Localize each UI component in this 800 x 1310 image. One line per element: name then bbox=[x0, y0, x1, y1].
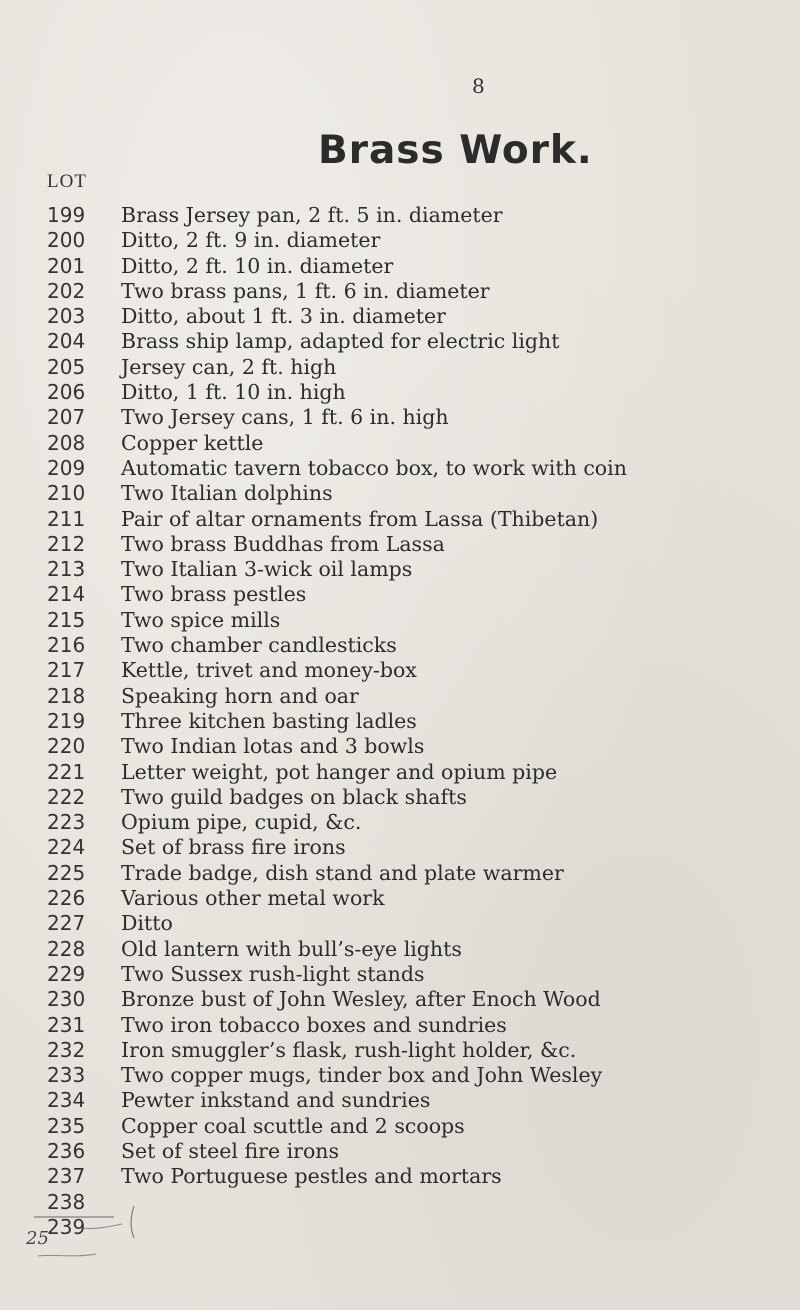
lot-number: 238 bbox=[47, 1189, 86, 1214]
lot-entry bbox=[0, 405, 800, 430]
lot-number: 225 bbox=[47, 860, 86, 885]
lot-description: Two brass pans, 1 ft. 6 in. diameter bbox=[121, 278, 490, 303]
lot-number: 209 bbox=[47, 455, 86, 480]
lot-entry bbox=[0, 760, 800, 785]
lot-number: 230 bbox=[47, 987, 86, 1012]
lot-entry bbox=[0, 582, 800, 607]
lot-number: 223 bbox=[47, 810, 86, 835]
lot-description: Speaking horn and oar bbox=[121, 683, 359, 708]
lot-number: 212 bbox=[47, 531, 86, 556]
lot-entry bbox=[0, 203, 800, 228]
lot-number: 210 bbox=[47, 481, 86, 506]
lot-entry bbox=[0, 734, 800, 759]
lot-number: 213 bbox=[47, 557, 86, 582]
lot-entry bbox=[0, 937, 800, 962]
lot-description: Two iron tobacco boxes and sundries bbox=[121, 1012, 507, 1037]
lot-description: Brass ship lamp, adapted for electric light bbox=[121, 329, 560, 354]
lot-number: 232 bbox=[47, 1037, 86, 1062]
lot-number: 235 bbox=[47, 1113, 86, 1138]
lot-description: Two Indian lotas and 3 bowls bbox=[121, 734, 425, 759]
lot-number: 214 bbox=[47, 582, 86, 607]
lot-description: Copper kettle bbox=[121, 430, 264, 455]
lot-entry bbox=[0, 532, 800, 557]
section-title: Brass Work. bbox=[318, 128, 593, 173]
lot-description: Two chamber candlesticks bbox=[121, 633, 397, 658]
lot-number: 202 bbox=[47, 278, 86, 303]
lot-number: 236 bbox=[47, 1138, 86, 1163]
lot-entry bbox=[0, 1190, 800, 1215]
lot-number: 233 bbox=[47, 1063, 86, 1088]
lot-description: Two spice mills bbox=[121, 607, 281, 632]
lot-description: Two copper mugs, tinder box and John Wesley bbox=[121, 1063, 603, 1088]
lot-number: 220 bbox=[47, 734, 86, 759]
lot-description: Two Portuguese pestles and mortars bbox=[121, 1164, 502, 1189]
lot-number: 207 bbox=[47, 405, 86, 430]
lot-entry bbox=[0, 1063, 800, 1088]
lot-number: 206 bbox=[47, 380, 86, 405]
lot-description: Ditto, 2 ft. 9 in. diameter bbox=[121, 228, 381, 253]
lot-number: 216 bbox=[47, 633, 86, 658]
lot-number: 224 bbox=[47, 835, 86, 860]
lot-entry bbox=[0, 987, 800, 1012]
lot-number: 239 bbox=[47, 1214, 86, 1239]
lot-number: 199 bbox=[47, 203, 86, 227]
lot-description: Brass Jersey pan, 2 ft. 5 in. diameter bbox=[121, 203, 503, 227]
lot-number: 219 bbox=[47, 708, 86, 733]
lot-number: 200 bbox=[47, 228, 86, 253]
lot-number: 229 bbox=[47, 961, 86, 986]
lot-description: Copper coal scuttle and 2 scoops bbox=[121, 1113, 465, 1138]
lot-number: 221 bbox=[47, 759, 86, 784]
lot-entry bbox=[0, 254, 800, 279]
lot-entry bbox=[0, 1013, 800, 1038]
lot-description: Old lantern with bull’s-eye lights bbox=[121, 936, 462, 961]
lot-entry bbox=[0, 785, 800, 810]
lot-number: 237 bbox=[47, 1164, 86, 1189]
lot-column-header: LOT bbox=[47, 171, 87, 192]
lot-entry bbox=[0, 658, 800, 683]
lot-number: 204 bbox=[47, 329, 86, 354]
pencil-annotation bbox=[26, 1218, 126, 1258]
lot-description: Bronze bust of John Wesley, after Enoch Wood bbox=[121, 987, 601, 1012]
lot-entry bbox=[0, 911, 800, 936]
lot-description: Kettle, trivet and money-box bbox=[121, 658, 417, 683]
lot-description: Letter weight, pot hanger and opium pipe bbox=[121, 759, 558, 784]
lot-description: Trade badge, dish stand and plate warmer bbox=[121, 860, 564, 885]
lot-description: Two brass pestles bbox=[121, 582, 307, 607]
lot-entry bbox=[0, 355, 800, 380]
lot-entry bbox=[0, 279, 800, 304]
lot-description: Two Italian dolphins bbox=[121, 481, 333, 506]
lot-list bbox=[0, 203, 800, 1240]
handwritten-note: 25 bbox=[26, 1228, 49, 1249]
lot-entry bbox=[0, 1164, 800, 1189]
lot-number: 218 bbox=[47, 683, 86, 708]
lot-description: Two Italian 3-wick oil lamps bbox=[121, 557, 413, 582]
lot-description: Two Sussex rush-light stands bbox=[121, 961, 425, 986]
lot-number: 222 bbox=[47, 784, 86, 809]
lot-description: Pair of altar ornaments from Lassa (Thibetan) bbox=[121, 506, 599, 531]
lot-description: Ditto bbox=[121, 911, 173, 936]
lot-description: Set of brass fire irons bbox=[121, 835, 346, 860]
lot-entry bbox=[0, 835, 800, 860]
lot-number: 203 bbox=[47, 304, 86, 329]
lot-number: 234 bbox=[47, 1088, 86, 1113]
lot-entry bbox=[0, 329, 800, 354]
lot-number: 205 bbox=[47, 354, 86, 379]
lot-number: 217 bbox=[47, 658, 86, 683]
lot-description: Pewter inkstand and sundries bbox=[121, 1088, 431, 1113]
lot-entry bbox=[0, 557, 800, 582]
lot-description: Two guild badges on black shafts bbox=[121, 784, 467, 809]
lot-entry bbox=[0, 1139, 800, 1164]
lot-entry bbox=[0, 861, 800, 886]
lot-number: 226 bbox=[47, 886, 86, 911]
lot-description: Various other metal work bbox=[121, 886, 385, 911]
lot-number: 215 bbox=[47, 607, 86, 632]
lot-number: 228 bbox=[47, 936, 86, 961]
lot-description: Jersey can, 2 ft. high bbox=[121, 354, 337, 379]
lot-description: Two Jersey cans, 1 ft. 6 in. high bbox=[121, 405, 449, 430]
lot-description: Two brass Buddhas from Lassa bbox=[121, 531, 445, 556]
lot-entry bbox=[0, 228, 800, 253]
lot-description: Ditto, 2 ft. 10 in. diameter bbox=[121, 253, 394, 278]
lot-entry bbox=[0, 1114, 800, 1139]
lot-description: Set of steel fire irons bbox=[121, 1138, 340, 1163]
lot-description: Ditto, about 1 ft. 3 in. diameter bbox=[121, 304, 446, 329]
lot-entry bbox=[0, 684, 800, 709]
lot-entry bbox=[0, 431, 800, 456]
lot-entry bbox=[0, 304, 800, 329]
lot-description: Opium pipe, cupid, &c. bbox=[121, 810, 362, 835]
lot-number: 231 bbox=[47, 1012, 86, 1037]
lot-entry bbox=[0, 886, 800, 911]
lot-description: Three kitchen basting ladles bbox=[121, 708, 417, 733]
lot-entry bbox=[0, 481, 800, 506]
lot-entry bbox=[0, 810, 800, 835]
lot-entry bbox=[0, 962, 800, 987]
lot-entry bbox=[0, 1088, 800, 1113]
lot-entry bbox=[0, 709, 800, 734]
lot-description: Iron smuggler’s flask, rush-light holder, &c. bbox=[121, 1037, 577, 1062]
lot-entry bbox=[0, 1038, 800, 1063]
lot-number: 201 bbox=[47, 253, 86, 278]
lot-number: 227 bbox=[47, 911, 86, 936]
lot-entry bbox=[0, 633, 800, 658]
lot-description: Automatic tavern tobacco box, to work with coin bbox=[121, 455, 627, 480]
lot-entry bbox=[0, 608, 800, 633]
page-number: 8 bbox=[472, 74, 485, 98]
lot-entry bbox=[0, 507, 800, 532]
lot-number: 208 bbox=[47, 430, 86, 455]
lot-description: Ditto, 1 ft. 10 in. high bbox=[121, 380, 346, 405]
lot-number: 211 bbox=[47, 506, 86, 531]
lot-entry bbox=[0, 456, 800, 481]
lot-entry bbox=[0, 380, 800, 405]
